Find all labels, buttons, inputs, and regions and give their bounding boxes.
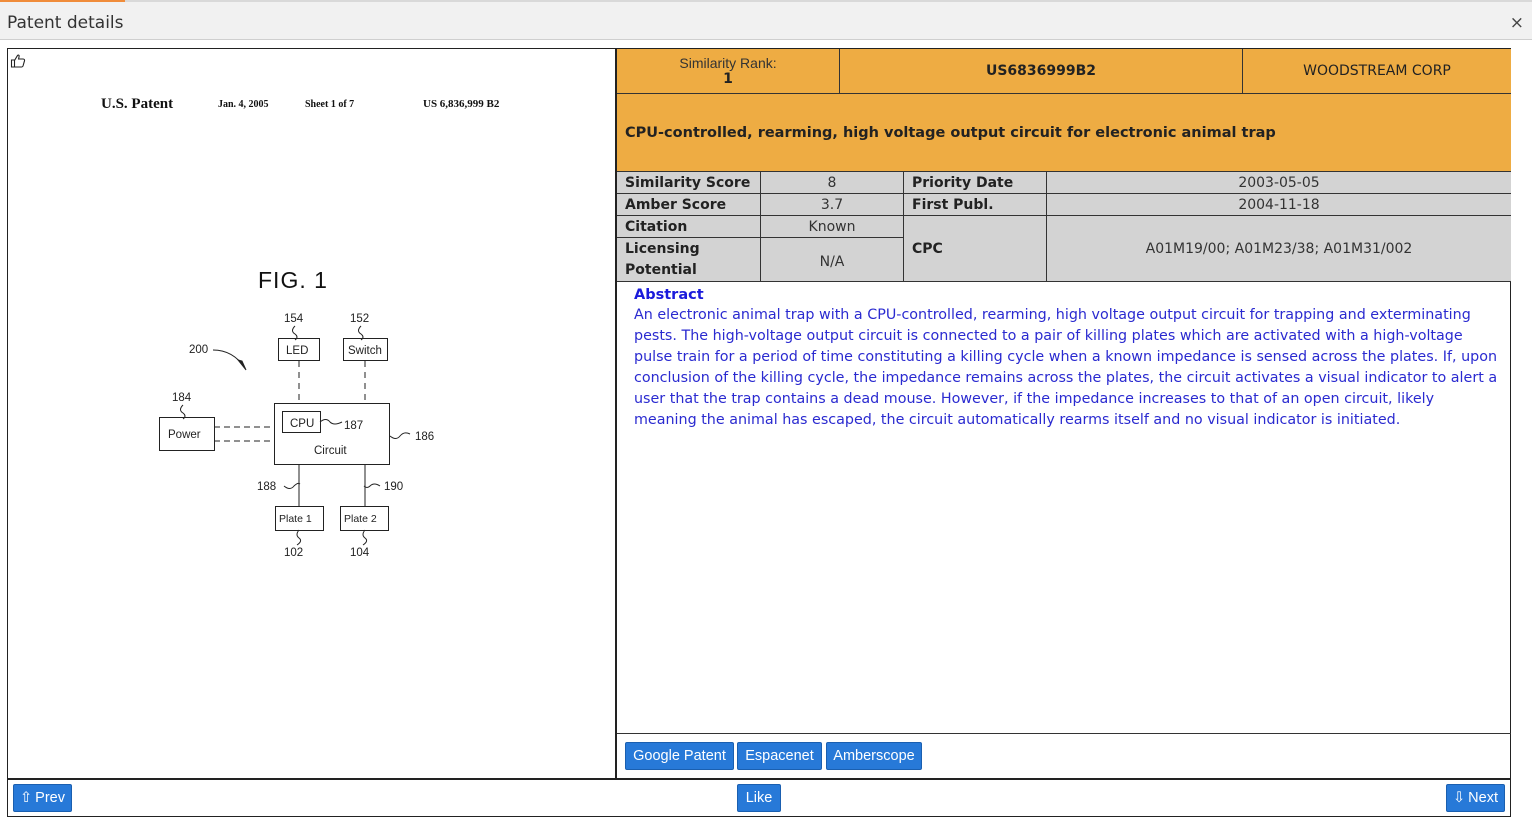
next-button[interactable] xyxy=(1446,784,1505,812)
close-icon[interactable]: × xyxy=(1509,13,1524,33)
titlebar-accent xyxy=(0,0,125,2)
patent-info-pane xyxy=(617,49,1511,778)
prev-button[interactable] xyxy=(13,784,72,812)
licensing-potential-label: Licensing Potential xyxy=(617,238,761,282)
circuit-diagram xyxy=(8,49,617,778)
similarity-rank-label: Similarity Rank: xyxy=(679,55,777,71)
figure-title: FIG. 1 xyxy=(258,267,328,293)
ref-152: 152 xyxy=(350,313,370,325)
patent-date: Jan. 4, 2005 xyxy=(218,99,269,110)
prev-label: Prev xyxy=(35,790,65,806)
switch-label: Switch xyxy=(348,345,382,357)
dialog-titlebar xyxy=(0,0,1532,40)
patent-title: CPU-controlled, rearming, high voltage output circuit for electronic animal trap xyxy=(617,94,1511,172)
scores-table xyxy=(617,172,1511,282)
ref-104: 104 xyxy=(350,547,370,559)
dialog-title: Patent details xyxy=(7,13,124,33)
amber-score-label: Amber Score xyxy=(617,194,761,216)
licensing-potential-value: N/A xyxy=(761,238,904,282)
plate2-label: Plate 2 xyxy=(344,513,377,525)
patent-number-header: US 6,836,999 B2 xyxy=(423,98,500,110)
navigation-bar xyxy=(8,778,1510,816)
ref-190: 190 xyxy=(384,481,404,493)
external-links-bar xyxy=(617,735,1511,778)
abstract-title: Abstract xyxy=(634,287,704,303)
abstract-section xyxy=(617,283,1511,734)
abstract-text: An electronic animal trap with a CPU-controlled, rearming, high voltage output circuit for trapping and exterminating pests. The high-voltage output circuit is connected to a pair of killing plates which are activated with a high-voltage pulse train for a period of time constituting a killing cycle when a known impedance is sensed across the plates. If, upon conclusion of the killing cycle, the impedance remains across the plates, the circuit activates a visual indicator to alert a user that the trap contains a dead mouse. However, if the impedance increases to that of an open circuit, likely meaning the animal has escaped, the circuit automatically rearms itself and no visual indicator is initiated. xyxy=(634,307,1498,428)
power-label: Power xyxy=(168,429,201,441)
similarity-rank-cell xyxy=(617,49,840,93)
first-publ-value: 2004-11-18 xyxy=(1047,194,1511,216)
similarity-rank-value: 1 xyxy=(723,71,733,87)
ref-184: 184 xyxy=(172,392,192,404)
patent-sheet: Sheet 1 of 7 xyxy=(305,99,355,110)
patent-office-label: U.S. Patent xyxy=(101,96,174,112)
patent-id: US6836999B2 xyxy=(840,49,1243,93)
ref-187: 187 xyxy=(344,420,364,432)
plate1-label: Plate 1 xyxy=(279,513,312,525)
priority-date-label: Priority Date xyxy=(904,172,1047,194)
ref-200: 200 xyxy=(189,344,209,356)
ref-188: 188 xyxy=(257,481,277,493)
circuit-label: Circuit xyxy=(314,445,347,457)
priority-date-value: 2003-05-05 xyxy=(1047,172,1511,194)
arrow-up-icon: ⇧ xyxy=(20,790,33,806)
led-label: LED xyxy=(286,345,309,357)
similarity-score-label: Similarity Score xyxy=(617,172,761,194)
ref-186: 186 xyxy=(415,431,435,443)
similarity-score-value: 8 xyxy=(761,172,904,194)
citation-label: Citation xyxy=(617,216,761,238)
patent-details-frame xyxy=(7,48,1511,817)
ref-154: 154 xyxy=(284,313,304,325)
patent-drawing-pane xyxy=(8,49,617,778)
next-label: Next xyxy=(1468,790,1498,806)
assignee: WOODSTREAM CORP xyxy=(1303,63,1451,79)
citation-value: Known xyxy=(761,216,904,238)
cpc-label: CPC xyxy=(904,216,1047,282)
rank-row xyxy=(617,49,1511,94)
cpu-label: CPU xyxy=(290,418,315,430)
cpc-value: A01M19/00; A01M23/38; A01M31/002 xyxy=(1145,241,1413,257)
first-publ-label: First Publ. xyxy=(904,194,1047,216)
espacenet-button[interactable]: Espacenet xyxy=(737,742,822,770)
google-patent-button[interactable]: Google Patent xyxy=(625,742,734,770)
amber-score-value: 3.7 xyxy=(761,194,904,216)
like-button[interactable]: Like xyxy=(737,784,781,812)
arrow-down-icon: ⇩ xyxy=(1453,790,1466,806)
ref-102: 102 xyxy=(284,547,304,559)
amberscope-button[interactable]: Amberscope xyxy=(826,742,922,770)
